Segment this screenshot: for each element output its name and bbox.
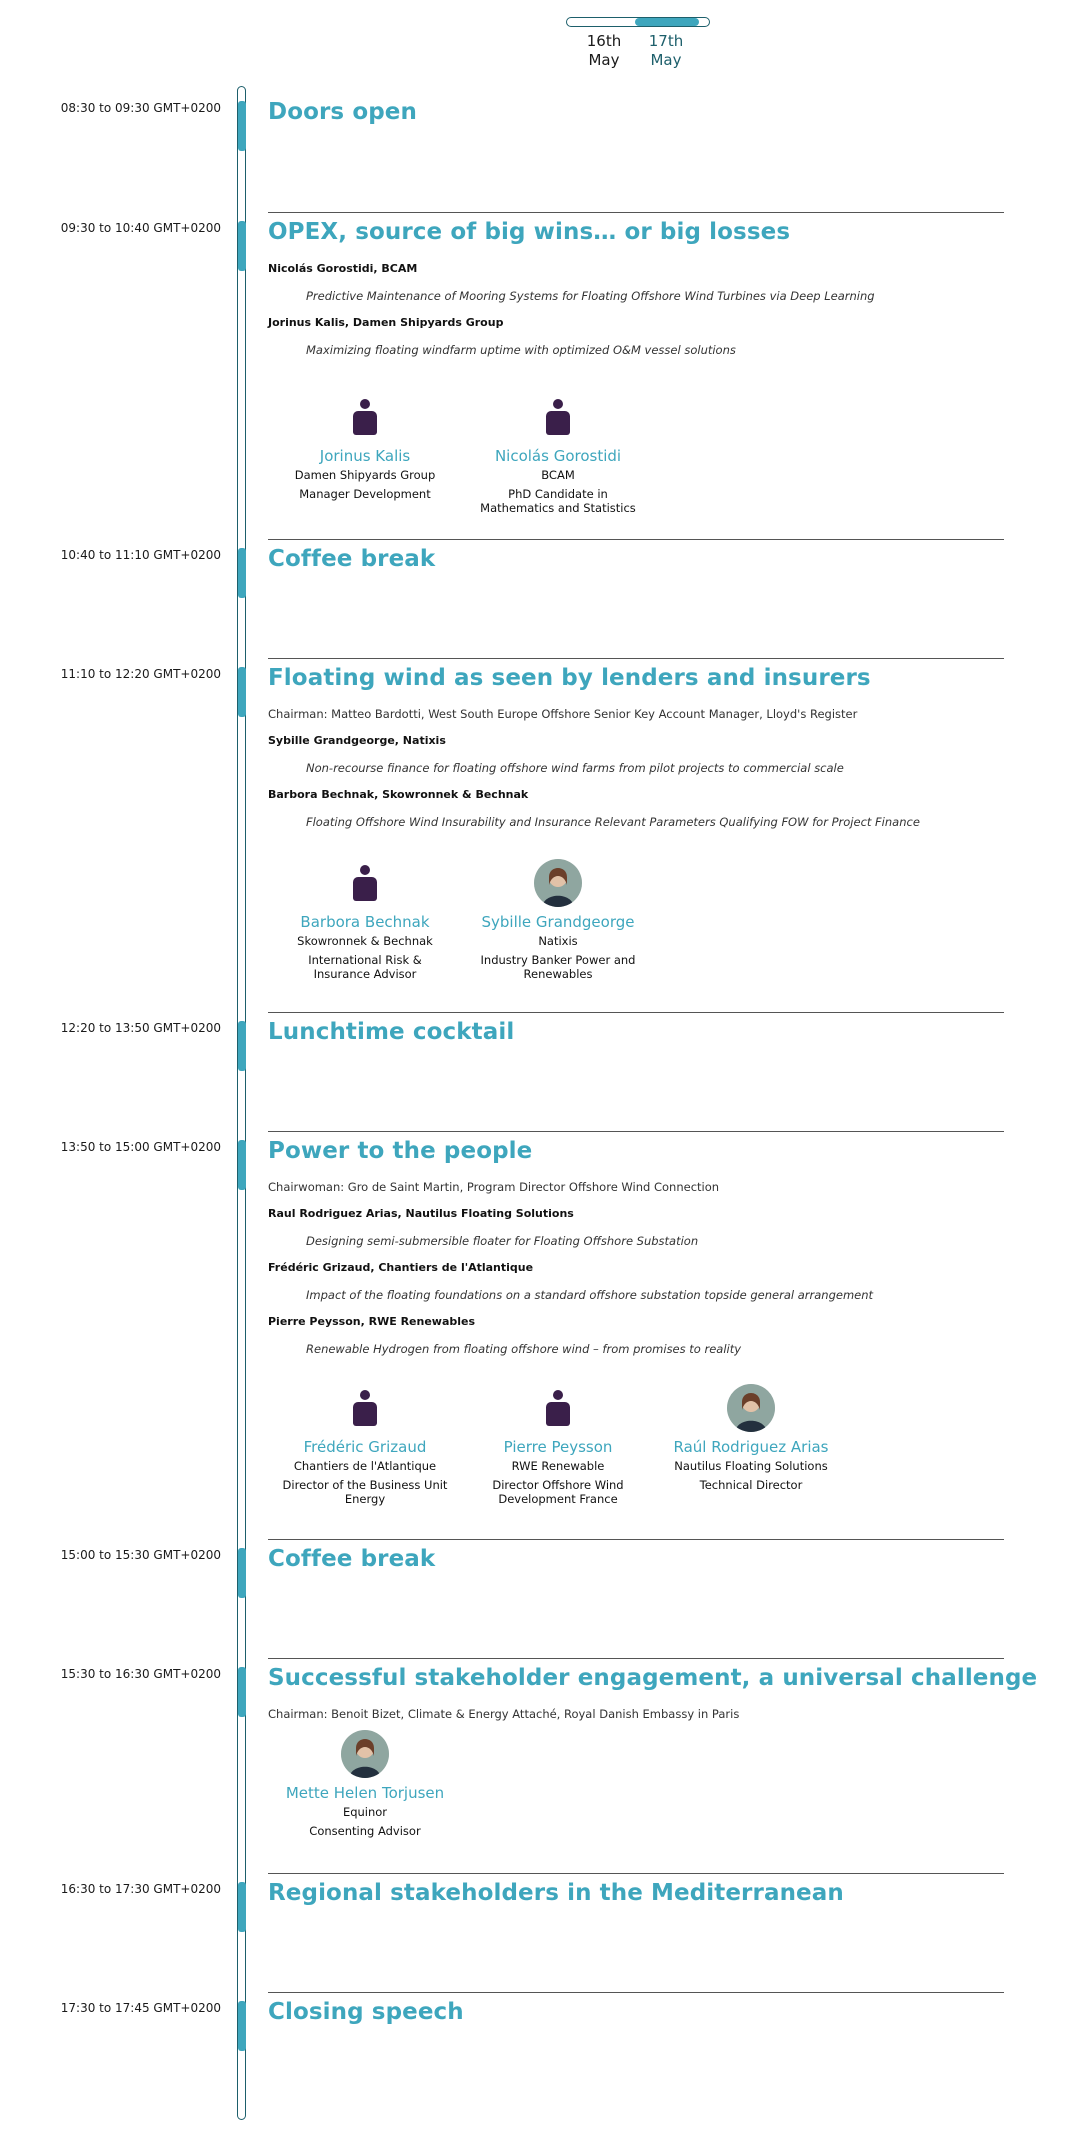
silhouette-head xyxy=(360,1390,370,1400)
avatar-photo-circle xyxy=(727,1384,775,1432)
speaker-card[interactable] xyxy=(473,1384,643,1506)
timeline-marker xyxy=(238,1548,246,1598)
speaker-card[interactable] xyxy=(280,1730,450,1838)
speaker-company: Natixis xyxy=(538,934,578,948)
session-time: 15:00 to 15:30 GMT+0200 xyxy=(60,1548,221,1562)
avatar-photo-circle xyxy=(534,859,582,907)
speaker-name[interactable]: Nicolás Gorostidi xyxy=(494,447,622,465)
speaker-card[interactable] xyxy=(280,1384,450,1506)
session-time: 16:30 to 17:30 GMT+0200 xyxy=(60,1882,221,1896)
session-divider xyxy=(268,1539,1004,1540)
session-time: 11:10 to 12:20 GMT+0200 xyxy=(60,667,221,681)
silhouette-body xyxy=(546,1402,570,1426)
person-silhouette-icon xyxy=(341,1384,389,1432)
talk-title[interactable]: Renewable Hydrogen from floating offshore wind – from promises to reality xyxy=(306,1342,742,1356)
avatar-photo xyxy=(534,859,582,907)
speaker-role: Director of the Business Unit Energy xyxy=(282,1478,448,1506)
avatar-photo xyxy=(727,1384,775,1432)
speaker-company: Chantiers de l'Atlantique xyxy=(293,1459,437,1473)
session-chair: Chairman: Benoit Bizet, Climate & Energy Attaché, Royal Danish Embassy in Paris xyxy=(268,1707,740,1721)
speaker-company: Equinor xyxy=(342,1805,388,1819)
timeline-rail xyxy=(237,86,246,2120)
speaker-role: Industry Banker Power and Renewables xyxy=(480,953,636,981)
session-divider xyxy=(268,1873,1004,1874)
session-time: 12:20 to 13:50 GMT+0200 xyxy=(60,1021,221,1035)
session-time: 13:50 to 15:00 GMT+0200 xyxy=(60,1140,221,1154)
person-silhouette-icon xyxy=(341,393,389,441)
talk-title[interactable]: Predictive Maintenance of Mooring Systems for Floating Offshore Wind Turbines via Deep Learning xyxy=(306,289,875,303)
session-divider xyxy=(268,1131,1004,1132)
speaker-name[interactable]: Raúl Rodriguez Arias xyxy=(673,1438,829,1456)
session-divider xyxy=(268,539,1004,540)
speaker-role: Manager Development xyxy=(299,487,431,501)
session-divider xyxy=(268,1992,1004,1993)
silhouette-body xyxy=(353,411,377,435)
timeline-marker xyxy=(238,548,246,598)
session-title[interactable]: Regional stakeholders in the Mediterranean xyxy=(268,1880,844,1906)
silhouette-head xyxy=(360,865,370,875)
person-silhouette-shape xyxy=(353,865,377,901)
speaker-name[interactable]: Sybille Grandgeorge xyxy=(481,913,635,931)
silhouette-body xyxy=(546,411,570,435)
silhouette-head xyxy=(553,1390,563,1400)
timeline-marker xyxy=(238,1021,246,1071)
session-title[interactable]: Closing speech xyxy=(268,1999,464,2025)
speaker-name[interactable]: Jorinus Kalis xyxy=(319,447,411,465)
talk-title[interactable]: Maximizing floating windfarm uptime with optimized O&M vessel solutions xyxy=(306,343,736,357)
talk-speaker[interactable]: Sybille Grandgeorge, Natixis xyxy=(268,734,446,747)
person-silhouette-icon xyxy=(534,393,582,441)
day-tab-16-may[interactable] xyxy=(574,32,634,70)
session-time: 09:30 to 10:40 GMT+0200 xyxy=(60,221,221,235)
session-title[interactable]: Lunchtime cocktail xyxy=(268,1019,515,1045)
speaker-role: Consenting Advisor xyxy=(309,1824,421,1838)
speaker-card[interactable] xyxy=(473,859,643,981)
speaker-card[interactable] xyxy=(666,1384,836,1492)
day-tab-label: 17th May xyxy=(648,32,684,69)
talk-speaker[interactable]: Frédéric Grizaud, Chantiers de l'Atlantique xyxy=(268,1261,534,1274)
person-silhouette-shape xyxy=(353,1390,377,1426)
day-toggle-switch[interactable] xyxy=(566,17,710,27)
speaker-card[interactable] xyxy=(280,393,450,501)
silhouette-head xyxy=(360,399,370,409)
talk-speaker[interactable]: Raul Rodriguez Arias, Nautilus Floating Solutions xyxy=(268,1207,574,1220)
speaker-name[interactable]: Barbora Bechnak xyxy=(300,913,430,931)
speaker-role: Director Offshore Wind Development France xyxy=(492,1478,624,1506)
speaker-name[interactable]: Frédéric Grizaud xyxy=(303,1438,427,1456)
day-toggle-knob[interactable] xyxy=(635,18,699,26)
session-time: 08:30 to 09:30 GMT+0200 xyxy=(60,101,221,115)
talk-title[interactable]: Impact of the floating foundations on a standard offshore substation topside general arrangement xyxy=(306,1288,874,1302)
talk-speaker[interactable]: Barbora Bechnak, Skowronnek & Bechnak xyxy=(268,788,529,801)
day-tab-17-may[interactable] xyxy=(636,32,696,70)
talk-speaker[interactable]: Pierre Peysson, RWE Renewables xyxy=(268,1315,476,1328)
session-title[interactable]: OPEX, source of big wins… or big losses xyxy=(268,219,791,245)
speaker-card[interactable] xyxy=(280,859,450,981)
talk-title[interactable]: Floating Offshore Wind Insurability and Insurance Relevant Parameters Qualifying FOW for Project Finance xyxy=(306,815,920,829)
session-time: 10:40 to 11:10 GMT+0200 xyxy=(60,548,221,562)
session-chair: Chairman: Matteo Bardotti, West South Europe Offshore Senior Key Account Manager, Lloyd's Register xyxy=(268,707,858,721)
session-divider xyxy=(268,1012,1004,1013)
session-title[interactable]: Successful stakeholder engagement, a universal challenge xyxy=(268,1665,1038,1691)
talk-speaker[interactable]: Nicolás Gorostidi, BCAM xyxy=(268,262,418,275)
session-chair: Chairwoman: Gro de Saint Martin, Program Director Offshore Wind Connection xyxy=(268,1180,720,1194)
speaker-company: Nautilus Floating Solutions xyxy=(674,1459,828,1473)
timeline-marker xyxy=(238,1140,246,1190)
session-title[interactable]: Floating wind as seen by lenders and insurers xyxy=(268,665,871,691)
speaker-company: Damen Shipyards Group xyxy=(294,468,436,482)
day-tab-label: 16th May xyxy=(586,32,622,69)
talk-speaker[interactable]: Jorinus Kalis, Damen Shipyards Group xyxy=(268,316,504,329)
session-title[interactable]: Doors open xyxy=(268,99,417,125)
person-silhouette-shape xyxy=(546,1390,570,1426)
person-silhouette-icon xyxy=(341,859,389,907)
silhouette-body xyxy=(353,877,377,901)
talk-title[interactable]: Non-recourse finance for floating offshore wind farms from pilot projects to commercial scale xyxy=(306,761,844,775)
avatar-photo-circle xyxy=(341,1730,389,1778)
timeline-marker xyxy=(238,101,246,151)
session-title[interactable]: Power to the people xyxy=(268,1138,533,1164)
session-title[interactable]: Coffee break xyxy=(268,1546,436,1572)
session-title[interactable]: Coffee break xyxy=(268,546,436,572)
speaker-company: RWE Renewable xyxy=(511,1459,605,1473)
session-divider xyxy=(268,658,1004,659)
silhouette-body xyxy=(353,1402,377,1426)
speaker-company: BCAM xyxy=(541,468,575,482)
talk-title[interactable]: Designing semi-submersible floater for Floating Offshore Substation xyxy=(306,1234,699,1248)
speaker-card[interactable] xyxy=(473,393,643,515)
session-time: 17:30 to 17:45 GMT+0200 xyxy=(60,2001,221,2015)
speaker-company: Skowronnek & Bechnak xyxy=(297,934,433,948)
timeline-marker xyxy=(238,221,246,271)
speaker-role: Technical Director xyxy=(699,1478,803,1492)
speaker-role: International Risk & Insurance Advisor xyxy=(308,953,422,981)
session-time: 15:30 to 16:30 GMT+0200 xyxy=(60,1667,221,1681)
person-silhouette-icon xyxy=(534,1384,582,1432)
avatar-photo xyxy=(341,1730,389,1778)
person-silhouette-shape xyxy=(353,399,377,435)
timeline-marker xyxy=(238,2001,246,2051)
speaker-name[interactable]: Pierre Peysson xyxy=(503,1438,613,1456)
speaker-name[interactable]: Mette Helen Torjusen xyxy=(285,1784,445,1802)
session-divider xyxy=(268,1658,1004,1659)
timeline-marker xyxy=(238,667,246,717)
silhouette-head xyxy=(553,399,563,409)
timeline-marker xyxy=(238,1882,246,1932)
person-silhouette-shape xyxy=(546,399,570,435)
speaker-role: PhD Candidate in Mathematics and Statistics xyxy=(480,487,636,515)
timeline-marker xyxy=(238,1667,246,1717)
session-divider xyxy=(268,212,1004,213)
